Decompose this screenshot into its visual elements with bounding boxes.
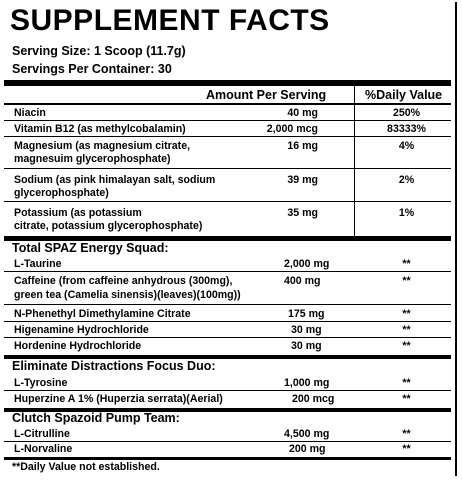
nutrient-name-line1: Potassium (as potassium [14, 207, 142, 219]
section-title: Eliminate Distractions Focus Duo: [12, 359, 216, 373]
ingredient-name: Huperzine A 1% (Huperzia serrata)(Aerial) [14, 393, 223, 405]
nutrient-amount: 16 mg [287, 140, 318, 152]
ingredient-dv: ** [402, 324, 411, 336]
ingredient-amount: 400 mg [284, 275, 321, 287]
ingredient-amount: 2,000 mg [284, 258, 330, 270]
table-row [4, 322, 451, 338]
ingredient-amount: 4,500 mg [284, 428, 330, 440]
section-header [4, 241, 451, 256]
table-row [4, 105, 451, 121]
ingredient-dv: ** [402, 275, 411, 287]
table-row [4, 121, 451, 137]
nutrient-dv: 4% [398, 140, 415, 152]
amount-header: Amount Per Serving [206, 88, 327, 102]
ingredient-name: Higenamine Hydrochloride [14, 324, 149, 336]
table-row [4, 202, 451, 236]
ingredient-amount: 30 mg [291, 340, 322, 352]
ingredient-amount: 1,000 mg [284, 377, 330, 389]
servings-per-container: Servings Per Container: 30 [12, 62, 172, 76]
supplement-facts-panel [2, 2, 457, 476]
nutrient-amount: 2,000 mcg [266, 123, 318, 135]
ingredient-name: N-Phenethyl Dimethylamine Citrate [14, 308, 191, 320]
panel-title: SUPPLEMENT FACTS [10, 4, 330, 37]
table-row [4, 374, 451, 391]
table-row [4, 305, 451, 322]
ingredient-dv: ** [402, 428, 411, 440]
ingredient-dv: ** [402, 443, 411, 455]
nutrient-name-line2: citrate, potassium glycerophosphate) [14, 220, 203, 232]
ingredient-dv: ** [402, 258, 411, 270]
footer-rule [4, 457, 451, 460]
ingredient-dv: ** [402, 340, 411, 352]
table-row [4, 272, 451, 305]
ingredient-name: L-Tyrosine [14, 377, 68, 389]
ingredient-name-line1: Caffeine (from caffeine anhydrous (300mg), [14, 275, 233, 287]
section-title: Clutch Spazoid Pump Team: [12, 411, 180, 425]
table-row [4, 442, 451, 457]
nutrient-amount: 35 mg [287, 207, 318, 219]
ingredient-amount: 175 mg [288, 308, 325, 320]
ingredient-amount: 200 mcg [292, 393, 335, 405]
footnote: **Daily Value not established. [12, 461, 160, 473]
section-header [4, 359, 451, 374]
ingredient-amount: 30 mg [291, 324, 322, 336]
nutrient-dv: 2% [398, 174, 415, 186]
nutrient-dv: 83333% [387, 123, 426, 135]
ingredient-amount: 200 mg [289, 443, 326, 455]
table-row [4, 391, 451, 408]
ingredient-name: L-Norvaline [14, 443, 73, 455]
nutrient-amount: 39 mg [287, 174, 318, 186]
nutrient-name-line1: Sodium (as pink himalayan salt, sodium [14, 174, 216, 186]
nutrient-amount: 40 mg [287, 107, 318, 119]
ingredient-name: L-Taurine [14, 258, 62, 270]
ingredient-name-line2: green tea (Camelia sinensis)(leaves)(100mg)) [14, 289, 241, 301]
ingredient-name: Hordenine Hydrochloride [14, 340, 142, 352]
ingredient-dv: ** [402, 308, 411, 320]
table-row [4, 426, 451, 442]
nutrient-name-line1: Magnesium (as magnesium citrate, [14, 140, 191, 152]
serving-size: Serving Size: 1 Scoop (11.7g) [12, 44, 186, 58]
section-header [4, 412, 451, 426]
nutrient-name: Vitamin B12 (as methylcobalamin) [14, 123, 186, 135]
ingredient-dv: ** [402, 377, 411, 389]
section-title: Total SPAZ Energy Squad: [12, 241, 169, 255]
nutrient-name: Niacin [14, 107, 46, 119]
nutrient-name-line2: glycerophosphate) [14, 187, 109, 199]
thick-rule [4, 80, 451, 86]
nutrient-dv: 250% [392, 107, 421, 119]
nutrient-name-line2: magnesuim glycerophosphate) [14, 153, 171, 165]
table-row [4, 169, 451, 202]
table-row [4, 137, 451, 169]
table-row [4, 256, 451, 272]
ingredient-dv: ** [402, 393, 411, 405]
nutrient-dv: 1% [398, 207, 415, 219]
daily-value-header: %Daily Value [365, 88, 443, 102]
ingredient-name: L-Citrulline [14, 428, 70, 440]
table-row [4, 338, 451, 355]
